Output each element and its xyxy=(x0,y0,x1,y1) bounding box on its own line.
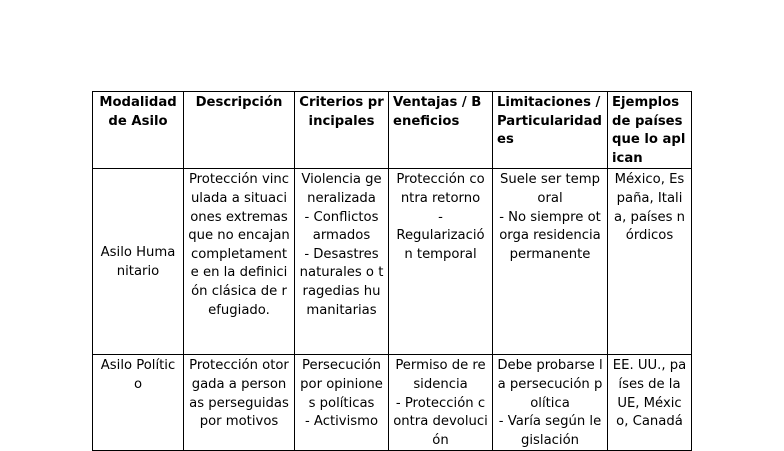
cell-ejemplos: EE. UU., países de la UE, México, Canadá xyxy=(608,355,692,451)
cell-criterios: Persecución por opiniones políticas - Activismo xyxy=(295,355,389,451)
cell-ventajas: Permiso de residencia - Protección contra devolución xyxy=(389,355,493,451)
header-criterios: Criterios principales xyxy=(295,92,389,169)
cell-limitaciones: Suele ser temporal - No siempre otorga residencia permanente xyxy=(493,169,608,355)
cell-descripcion: Protección vinculada a situaciones extremas que no encajan completamente en la definición clásica de refugiado. xyxy=(184,169,295,355)
table-row xyxy=(93,355,692,451)
table-row xyxy=(93,169,692,355)
header-descripcion: Descripción xyxy=(184,92,295,169)
table-header-row xyxy=(93,92,692,169)
cell-ejemplos: México, España, Italia, países nórdicos xyxy=(608,169,692,355)
cell-descripcion: Protección otorgada a personas perseguidas por motivos xyxy=(184,355,295,451)
cell-modalidad: Asilo Político xyxy=(93,355,184,451)
header-limitaciones: Limitaciones / Particularidades xyxy=(493,92,608,169)
header-ejemplos: Ejemplos de países que lo aplican xyxy=(608,92,692,169)
cell-criterios: Violencia generalizada - Conflictos armados - Desastres naturales o tragedias humanitarias xyxy=(295,169,389,355)
cell-limitaciones: Debe probarse la persecución política - Varía según legislación xyxy=(493,355,608,451)
header-ventajas: Ventajas / Beneficios xyxy=(389,92,493,169)
header-modalidad: Modalidad de Asilo xyxy=(93,92,184,169)
cell-modalidad: Asilo Humanitario xyxy=(93,169,184,355)
cell-ventajas: Protección contra retorno - Regularización temporal xyxy=(389,169,493,355)
asylum-table xyxy=(92,91,692,451)
